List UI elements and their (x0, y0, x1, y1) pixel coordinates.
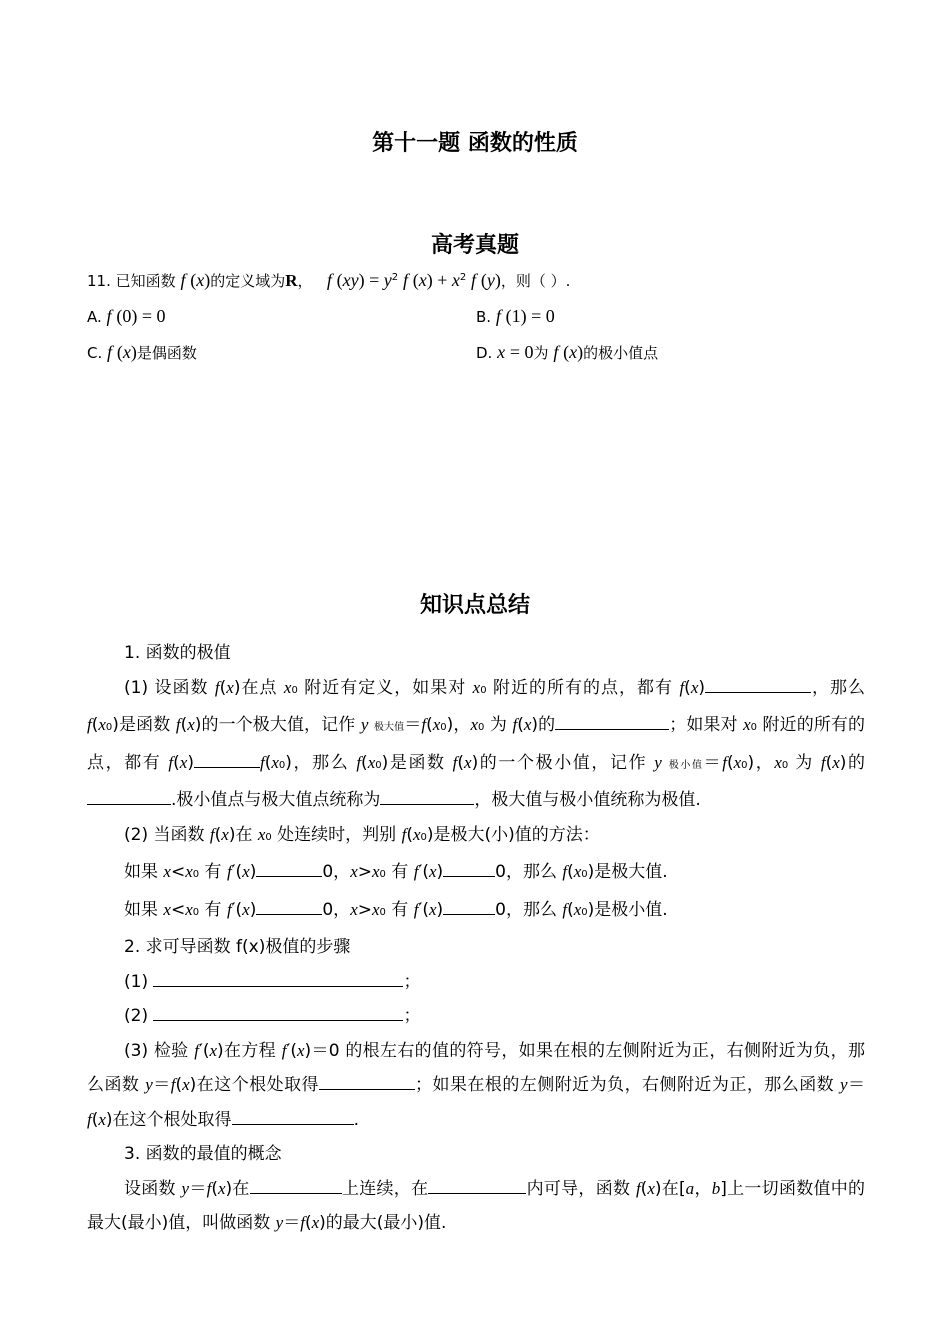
paragraph: 如果 x<x0 有 f′(x) 0，x>x0 有 f′(x) 0，那么 f(x0)是极大值. (87, 855, 865, 893)
option-d: D. x = 0为 f (x)的极小值点 (476, 342, 659, 362)
question-text: 的定义域为 (210, 272, 286, 290)
option-a: A. f (0) = 0 (87, 306, 166, 326)
knowledge-heading-3: 3. 函数的最值的概念 (124, 1144, 282, 1164)
question-text: 则（ ）. (515, 272, 571, 290)
paragraph: (3) 检验 f′(x)在方程 f′(x)＝0 的根左右的值的符号，如果在根的左侧附近为正，右侧附近为负，那么函数 y＝f(x)在这个根处取得 ；如果在根的左侧附近为负，右侧附近为正，那么函数 y＝f(x)在这个根处取得 . (87, 1040, 866, 1130)
paragraph: (2) 当函数 f(x)在 x0 处连续时，判别 f(x0)是极大(小)值的方法： (124, 824, 600, 845)
domain-symbol: R (285, 271, 298, 290)
paragraph: (1) 设函数 f(x)在点 x0 附近有定义，如果对 x0 附近的所有的点，都有 f(x) ，那么 f(x0)是函数 f(x)的一个极大值，记作 y 极大值＝f(x0)，x0 为 f(x)的 ；如果对 x0 附近的所有的点，都有 f(x) f(x0)，那么 f(x0)是函数 f(x)的一个极小值，记作 y 极小值＝f(x0)，x0 为 f(x)的.极小值点与极大值点统称为 ，极大值与极小值统称为极值. (87, 671, 865, 818)
knowledge-heading-1: 1. 函数的极值 (124, 643, 231, 663)
question-stem: 11. 已知函数 f (x)的定义域为R， f $(xy) = y^2$ f $(x) + x^2$ f (y)，则（ ）. (87, 270, 571, 290)
knowledge-summary (87, 636, 865, 1241)
question-number: 11. (87, 272, 111, 290)
section-title-knowledge: 知识点总结 (419, 593, 530, 618)
knowledge-heading-2: 2. 求可导函数 f(x)极值的步骤 (124, 937, 351, 957)
paragraph: 如果 x<x0 有 f′(x) 0，x>x0 有 f′(x) 0，那么 f(x0)是极小值. (87, 893, 865, 931)
page-title: 第十一题 函数的性质 (372, 131, 578, 156)
option-b: B. f (1) = 0 (476, 306, 555, 326)
paragraph: (1) ； (87, 965, 865, 1000)
paragraph: 设函数 y＝f(x)在 上连续，在 内可导，函数 f(x)在[a，b]上一切函数值中的最大(最小)值，叫做函数 y＝f(x)的最大(最小)值. (87, 1172, 865, 1241)
section-title-exam: 高考真题 (430, 233, 519, 258)
paragraph: (2) ； (87, 999, 865, 1034)
question-text: 已知函数 (115, 272, 176, 290)
option-c: C. f (x)是偶函数 (87, 342, 197, 362)
